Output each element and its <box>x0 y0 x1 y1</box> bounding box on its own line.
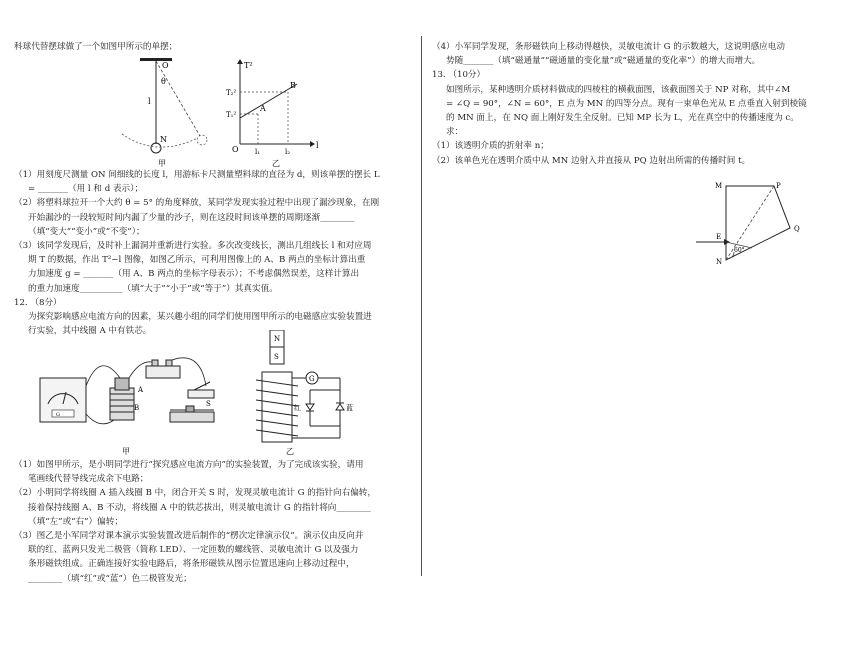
galvanometer-G2: G <box>309 375 315 383</box>
tick-l1: l₁ <box>255 148 261 156</box>
galvanometer-G: G <box>56 412 60 418</box>
vertex-M: M <box>715 182 723 190</box>
vertex-Q: Q <box>794 225 800 233</box>
q11-p2: （2）将塑料球拉开一个大约 θ = 5° 的角度释放，某同学发现实验过程中出现了漏沙现象，在刚 <box>14 198 380 209</box>
q12-4b: 势随_______（填“磁通量”“磁通量的变化量”或“磁通量的变化率”）的增大而增大。 <box>446 56 761 67</box>
q12-intro2: 行实验，其中线圈 A 中有铁芯。 <box>28 326 152 337</box>
q12-p3d: ________（填“红”或“蓝”）色二极管发光； <box>28 573 192 584</box>
tick-l2: l₂ <box>285 148 291 156</box>
tick-T2-2: T₂² <box>226 89 237 97</box>
caption-jia-1: 甲 <box>158 159 166 168</box>
q12-p3: （3）图乙是小军同学对课本演示实验装置改进后制作的“楞次定律演示仪”。演示仪由反向并 <box>14 531 364 542</box>
q11-p2b: 开始漏沙的一段较短时间内漏了少量的沙子，则在这段时间该单摆的周期逐渐________ <box>28 212 355 223</box>
q12-number: 12. <box>14 297 28 308</box>
magnet-N: N <box>274 335 281 343</box>
point-E: E <box>716 233 722 241</box>
label-O: O <box>162 61 169 70</box>
prism-figure <box>690 178 810 270</box>
right-column <box>432 40 842 168</box>
q12-p1b: 笔画线代替导线完成余下电路； <box>28 474 149 485</box>
q13-s4: 求： <box>446 127 464 138</box>
q13-s3: 的 MN 面上，在 NQ 面上刚好发生全反射。已知 MP 长为 L，光在真空中的传播速度为 c。 <box>446 113 799 124</box>
pendulum-diagram <box>122 58 207 153</box>
intro-text: 科球代替摆球做了一个如图甲所示的单摆； <box>14 42 178 52</box>
vertex-N: N <box>716 258 723 266</box>
q12-p1: （1）如图甲所示，是小明同学进行“探究感应电流方向”的实验装置，为了完成该实验，请用 <box>14 460 364 470</box>
apparatus-yi <box>256 330 353 456</box>
q12-p2c: （填“左”或“右”）偏转； <box>28 516 123 527</box>
column-divider <box>421 36 422 576</box>
q11-p3c: 力加速度 g = _______（用 A、B 两点的坐标字母表示）；不考虑偶然误差，这样计算出 <box>28 269 360 280</box>
coil-B-label: B <box>134 404 140 412</box>
left-column <box>14 40 414 54</box>
tick-T2-1: T₁² <box>226 111 237 119</box>
q12-p3b: 联的红、蓝两只发光二极管（简称 LED）、一定匝数的螺线管、灵敏电流计 G 以及强力 <box>28 545 359 556</box>
q11-p1: （1）用刻度尺测量 ON 间细线的长度 l，用游标卡尺测量塑料球的直径为 d，则该单摆的摆长 L <box>14 170 380 180</box>
apparatus-jia <box>40 358 214 456</box>
q13-score: （10分） <box>448 70 486 81</box>
q12-4a: （4）小军同学发现，条形磁铁向上移动得越快，灵敏电流计 G 的示数越大，这说明感应电动 <box>432 42 785 52</box>
q13-a1: （1）该透明介质的折射率 n； <box>432 141 549 152</box>
T2-l-graph <box>226 59 319 156</box>
axis-l: l <box>316 141 319 150</box>
q12-score: （8分） <box>30 297 62 308</box>
q13-s1: 如图所示，某种透明介质材料做成的四棱柱的横截面图，该截面图关于 NP 对称，其中∠M <box>446 84 791 95</box>
q12-intro: 为探究影响感应电流方向的因素，某兴趣小组的同学们使用图甲所示的电磁感应实验装置进 <box>28 312 372 323</box>
q12-p2b: 接着保持线圈 A、B 不动，将线圈 A 中的铁芯拔出，则灵敏电流计 G 的指针将向________ <box>28 502 371 513</box>
pendulum-figure <box>100 56 340 171</box>
coil-A-label: A <box>138 386 144 394</box>
caption-jia-2: 甲 <box>122 447 130 456</box>
led-red-label: 红 <box>294 404 301 412</box>
angle-60: 60° <box>734 247 745 254</box>
q13-s2: = ∠Q = 90°，∠N = 60°，E 点为 MN 的四等分点。现有一束单色光从 E 点垂直入射到棱镜 <box>446 98 807 109</box>
point-A: A <box>260 104 266 113</box>
q11-p3: （3）该同学发现后，及时补上漏洞并重新进行实验。多次改变线长，测出几组线长 l 和对应周 <box>14 241 372 252</box>
q12-text <box>14 458 414 586</box>
q11-text <box>14 168 414 338</box>
label-theta: θ <box>161 77 166 86</box>
magnet-S: S <box>274 353 279 361</box>
axis-T2: T² <box>244 61 253 70</box>
q12-p3c: 条形磁铁组成。正确连接好实验电路后，将条形磁铁从图示位置迅速向上移动过程中， <box>28 559 355 570</box>
point-B: B <box>290 81 296 90</box>
q11-p2c: （填“变大”“变小”或“不变”）； <box>28 226 145 237</box>
q12-p2: （2）小明同学将线圈 A 插入线圈 B 中，闭合开关 S 时，发现灵敏电流计 G 的指针向右偏转， <box>14 488 376 499</box>
led-blue-label: 蓝 <box>346 404 353 412</box>
q11-p1b: = _______（用 l 和 d 表示）； <box>28 184 144 195</box>
origin: O <box>232 145 239 154</box>
label-N: N <box>160 135 167 144</box>
q11-p3d: 的重力加速度__________（填“大于”“小于”或“等于”）其真实值。 <box>28 283 278 294</box>
induction-figure <box>30 330 360 458</box>
label-l: l <box>148 97 151 106</box>
caption-yi-1: 乙 <box>272 159 280 168</box>
q13-number: 13. <box>432 70 446 81</box>
caption-yi-2: 乙 <box>286 447 294 456</box>
switch-S-label: S <box>206 400 211 408</box>
q13-a2: （2）该单色光在透明介质中从 MN 边射入并直接从 PQ 边射出所需的传播时间 t。 <box>432 155 751 166</box>
q11-p3b: 期 T 的数据，作出 T²−l 图像，如图乙所示，可利用图像上的 A、B 两点的坐标计算出重 <box>28 255 366 266</box>
vertex-P: P <box>776 182 781 190</box>
